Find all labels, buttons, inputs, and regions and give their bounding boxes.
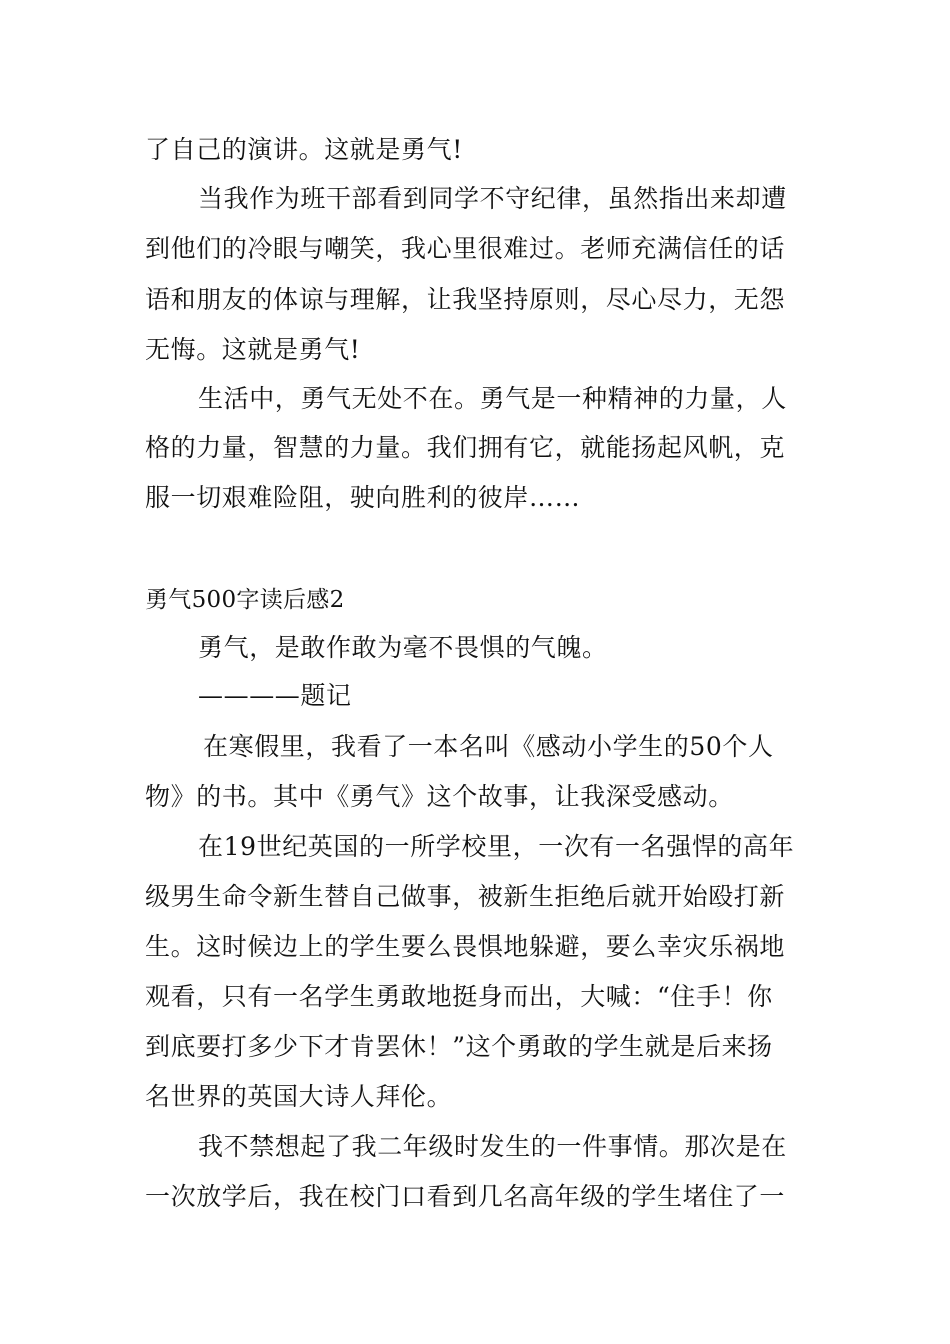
text-line: 到他们的冷眼与嘲笑，我心里很难过。老师充满信任的话 [145,234,786,263]
section-title: 勇气500字读后感2 [145,587,345,613]
paragraph-first-line: 我不禁想起了我二年级时发生的一件事情。那次是在 [198,1132,787,1161]
text-line: 一次放学后，我在校门口看到几名高年级的学生堵住了一 [145,1182,786,1211]
text-line: 到底要打多少下才肯罢休！”这个勇敢的学生就是后来扬 [145,1032,773,1061]
paragraph-first-line: 勇气，是敢作敢为毫不畏惧的气魄。 [198,633,608,662]
text-line: 生。这时候边上的学生要么畏惧地躲避，要么幸灾乐祸地 [145,932,786,961]
text-line: 服一切艰难险阻，驶向胜利的彼岸…… [145,483,581,512]
paragraph-first-line: 当我作为班干部看到同学不守纪律，虽然指出来却遭 [198,184,787,213]
paragraph-first-line: 在19世纪英国的一所学校里，一次有一名强悍的高年 [198,832,795,861]
text-line: 格的力量，智慧的力量。我们拥有它，就能扬起风帆，克 [145,433,786,462]
epigraph-attribution: ————题记 [198,681,352,710]
text-line: 级男生命令新生替自己做事，被新生拒绝后就开始殴打新 [145,882,786,911]
text-line: 语和朋友的体谅与理解，让我坚持原则，尽心尽力，无怨 [145,285,786,314]
text-line: 观看，只有一名学生勇敢地挺身而出，大喊：“住手！你 [145,982,773,1011]
paragraph-first-line: 在寒假里，我看了一本名叫《感动小学生的50个人 [203,732,774,761]
text-line: 物》的书。其中《勇气》这个故事，让我深受感动。 [145,782,734,811]
text-line: 无悔。这就是勇气! [145,335,361,364]
paragraph-first-line: 生活中，勇气无处不在。勇气是一种精神的力量，人 [198,384,787,413]
text-line: 名世界的英国大诗人拜伦。 [145,1082,453,1111]
text-line: 了自己的演讲。这就是勇气! [145,135,463,164]
